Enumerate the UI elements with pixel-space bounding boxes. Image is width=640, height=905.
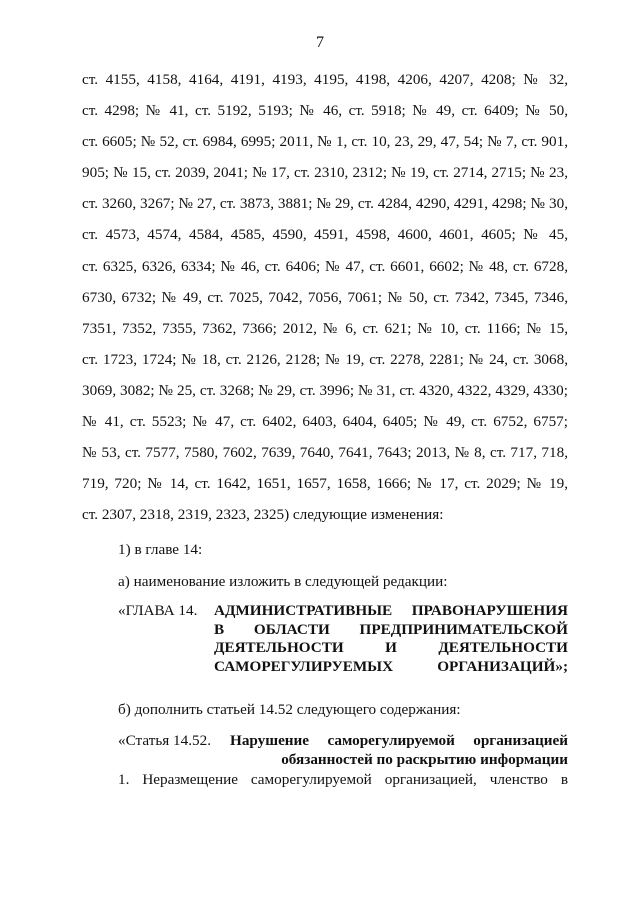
paragraph-line: ст. 4298; № 41, ст. 5192, 5193; № 46, ст. 5918; № 49, ст. 6409; № 50, [82,102,568,120]
paragraph-line: ст. 4155, 4158, 4164, 4191, 4193, 4195, 4198, 4206, 4207, 4208; № 32, [82,71,568,88]
article-title-line: Нарушение саморегулируемой организацией [230,732,568,749]
item-b-text: б) дополнить статьей 14.52 следующего содержания: [118,701,461,718]
paragraph-line: ст. 3260, 3267; № 27, ст. 3873, 3881; № 29, ст. 4284, 4290, 4291, 4298; № 30, [82,195,568,213]
chapter-title-line: ДЕЯТЕЛЬНОСТИ И ДЕЯТЕЛЬНОСТИ [214,639,568,656]
paragraph-line: 7351, 7352, 7355, 7362, 7366; 2012, № 6, ст. 621; № 10, ст. 1166; № 15, [82,319,568,337]
chapter-label: «ГЛАВА 14. [118,602,198,619]
clause-1-text [118,770,568,801]
paragraph-line: 3069, 3082; № 25, ст. 3268; № 29, ст. 3996; № 31, ст. 4320, 4322, 4329, 4330; [82,381,568,399]
paragraph-line: 905; № 15, ст. 2039, 2041; № 17, ст. 2310, 2312; № 19, ст. 2714, 2715; № 23, [82,164,568,182]
article-title [230,732,568,769]
paragraph-line: ст. 6325, 6326, 6334; № 46, ст. 6406; № 47, ст. 6601, 6602; № 48, ст. 6728, [82,257,568,275]
paragraph-line: № 53, ст. 7577, 7580, 7602, 7639, 7640, 7641, 7643; 2013, № 8, ст. 717, 718, [82,444,568,462]
article-label: «Статья 14.52. [118,732,212,749]
item-a-text: а) наименование изложить в следующей редакции: [118,573,448,590]
paragraph-line: ст. 2307, 2318, 2319, 2323, 2325) следующие изменения: [82,506,444,524]
paragraph-line: ст. 4573, 4574, 4584, 4585, 4590, 4591, 4598, 4600, 4601, 4605; № 45, [82,226,568,244]
legal-citation-paragraph [82,64,568,530]
paragraph-line: 6730, 6732; № 49, ст. 7025, 7042, 7056, 7061; № 50, ст. 7342, 7345, 7346, [82,288,568,306]
page-number: 7 [316,34,324,51]
chapter-title-line: САМОРЕГУЛИРУЕМЫХ ОРГАНИЗАЦИЙ»; [214,657,568,675]
paragraph-line: ст. 6605; № 52, ст. 6984, 6995; 2011, № 1, ст. 10, 23, 29, 47, 54; № 7, ст. 901, [82,133,568,151]
paragraph-line: ст. 1723, 1724; № 18, ст. 2126, 2128; № 19, ст. 2278, 2281; № 24, ст. 3068, [82,350,568,368]
article-title-line: обязанностей по раскрытию информации [281,750,568,768]
paragraph-line: 719, 720; № 14, ст. 1642, 1651, 1657, 1658, 1666; № 17, ст. 2029; № 19, [82,475,568,493]
chapter-title-line: АДМИНИСТРАТИВНЫЕ ПРАВОНАРУШЕНИЯ [214,602,568,619]
paragraph-line: № 41, ст. 5523; № 47, ст. 6402, 6403, 6404, 6405; № 49, ст. 6752, 6757; [82,413,568,431]
item-1-text: 1) в главе 14: [118,541,203,558]
clause-line: 1. Неразмещение саморегулируемой организацией, членство в [118,771,568,788]
chapter-title [214,602,568,676]
chapter-title-line: В ОБЛАСТИ ПРЕДПРИНИМАТЕЛЬСКОЙ [214,620,568,638]
